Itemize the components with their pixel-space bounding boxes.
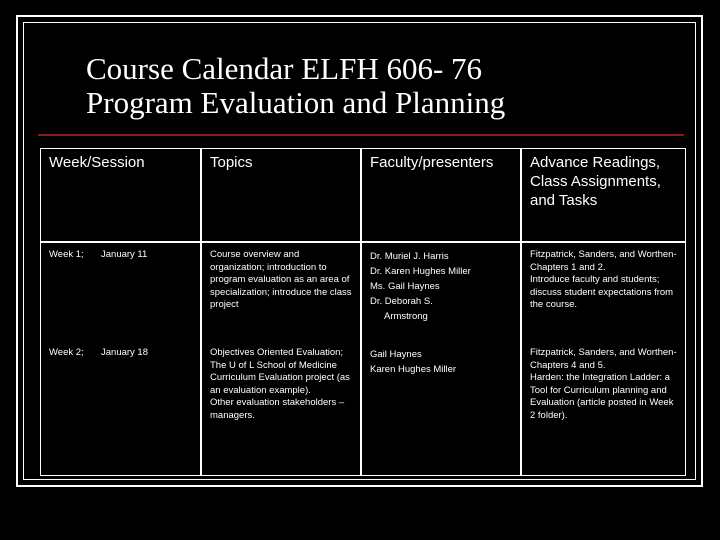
topics-cell: Course overview and organization; introduction to program evaluation as an area of specialization; introduce the class project xyxy=(201,242,361,341)
readings-cell xyxy=(521,242,685,341)
week-cell xyxy=(41,341,201,475)
topics-cell xyxy=(201,341,361,475)
week-label: Week 1; xyxy=(49,249,84,260)
reading-item: Fitzpatrick, Sanders, and Worthen- Chapters 4 and 5. xyxy=(530,347,677,371)
readings-cell xyxy=(521,341,685,475)
title-line-1: Course Calendar ELFH 606- 76 xyxy=(86,51,483,86)
title-line-2: Program Evaluation and Planning xyxy=(86,85,506,120)
week-date: January 18 xyxy=(101,347,149,358)
table-header-row xyxy=(41,149,685,242)
reading-item: Harden: the Integration Ladder: a Tool for Curriculum planning and Evaluation (article posted in Week 2 folder). xyxy=(530,372,674,421)
title-divider xyxy=(38,134,684,136)
table-row xyxy=(41,242,685,341)
week-label: Week 2; xyxy=(49,347,84,358)
faculty-name: Dr. Deborah S. xyxy=(370,296,433,307)
faculty-name: Gail Haynes xyxy=(370,349,422,360)
header-topics: Topics xyxy=(201,149,361,242)
faculty-name: Dr. Muriel J. Harris xyxy=(370,251,449,262)
table-row xyxy=(41,341,685,475)
reading-item: Fitzpatrick, Sanders, and Worthen- Chapters 1 and 2. xyxy=(530,249,677,273)
week-cell xyxy=(41,242,201,341)
faculty-name: Armstrong xyxy=(384,311,428,322)
faculty-name: Karen Hughes Miller xyxy=(370,364,457,375)
faculty-cell xyxy=(361,341,521,475)
faculty-name: Dr. Karen Hughes Miller xyxy=(370,266,471,277)
course-calendar-table xyxy=(40,148,686,476)
topic-item: Other evaluation stakeholders – managers. xyxy=(210,397,345,421)
reading-item: Introduce faculty and students; discuss student expectations from the course. xyxy=(530,274,674,310)
faculty-name: Ms. Gail Haynes xyxy=(370,281,440,292)
header-week-session: Week/Session xyxy=(41,149,201,242)
week-date: January 11 xyxy=(101,249,148,260)
header-faculty: Faculty/presenters xyxy=(361,149,521,242)
slide-title xyxy=(86,52,505,120)
topic-item: Objectives Oriented Evaluation; The U of L School of Medicine Curriculum Evaluation project (as an evaluation example). xyxy=(210,347,350,396)
faculty-cell xyxy=(361,242,521,341)
header-readings: Advance Readings, Class Assignments, and Tasks xyxy=(521,149,685,242)
